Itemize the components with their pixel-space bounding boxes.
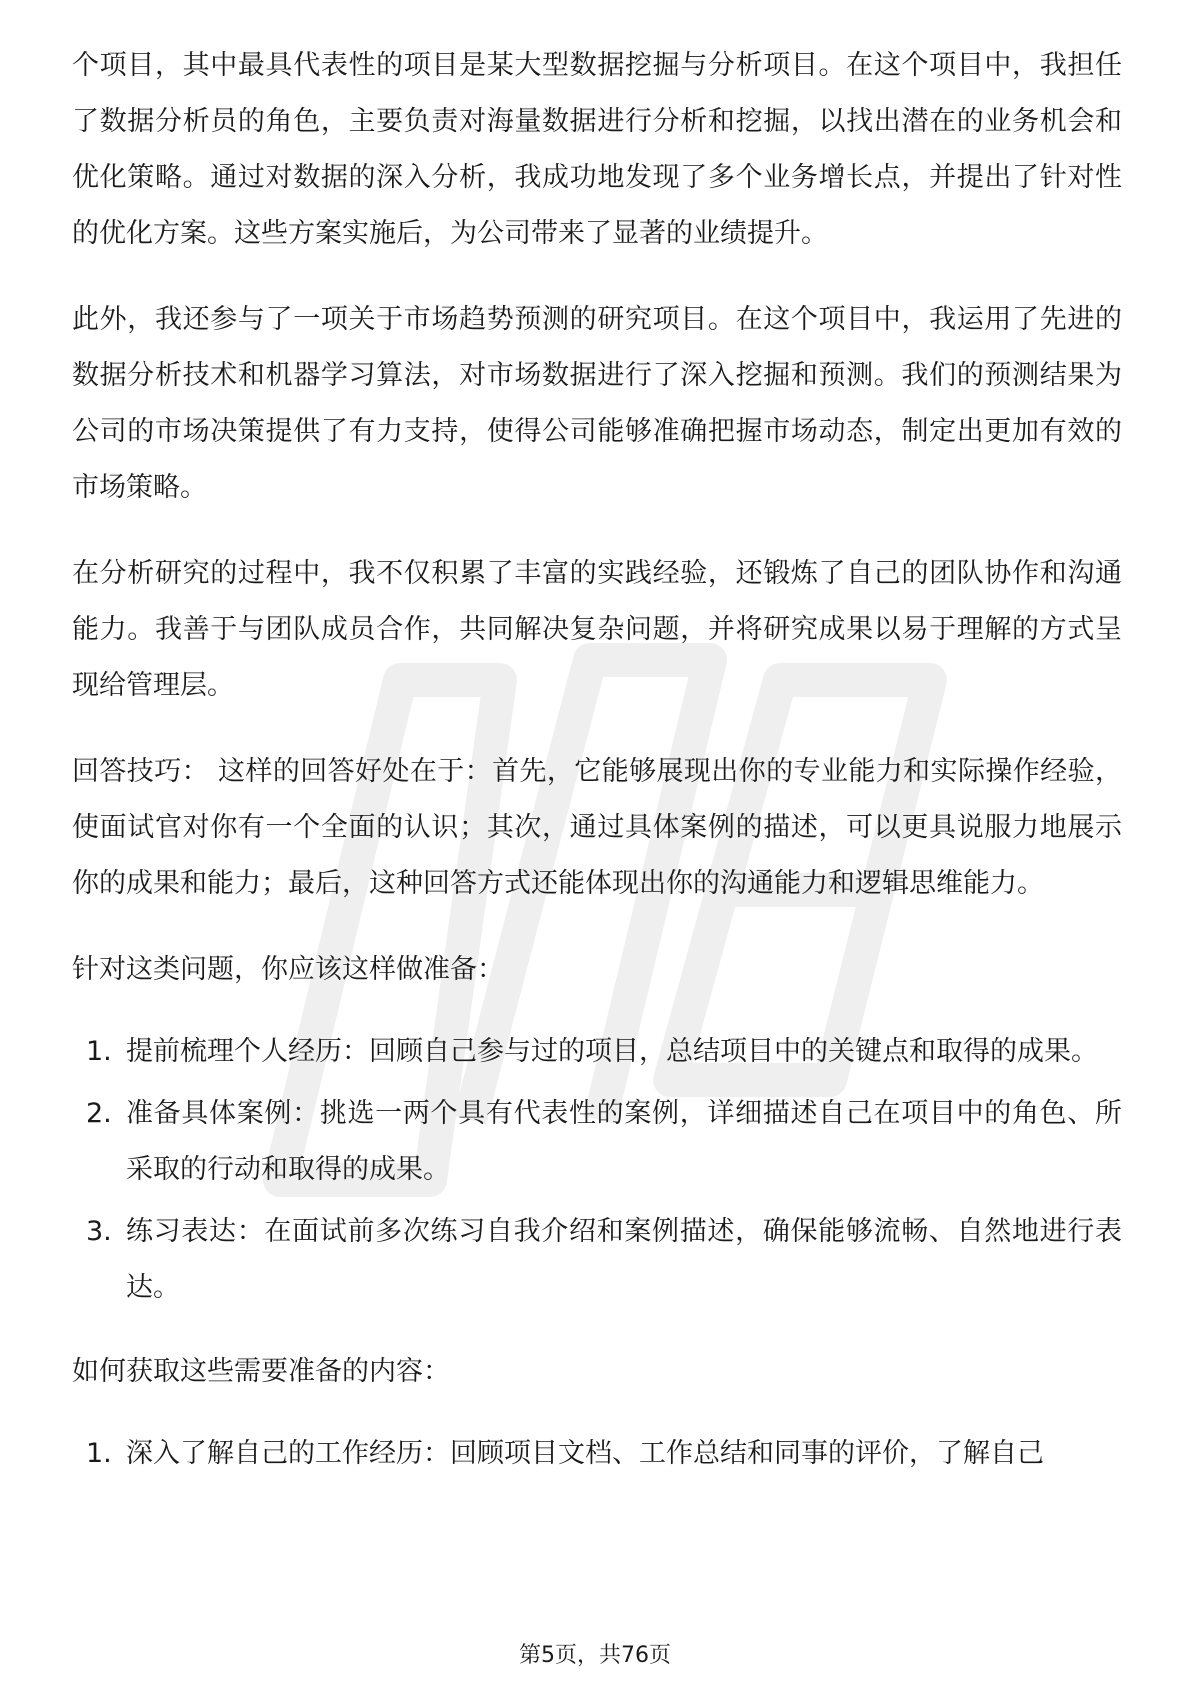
list-item bbox=[72, 1204, 1122, 1316]
page-footer: 第5页，共76页 bbox=[519, 1643, 671, 1668]
list-number: 2. bbox=[86, 1098, 112, 1129]
list-number: 1. bbox=[86, 1438, 112, 1469]
list-item-text: 提前梳理个人经历：回顾自己参与过的项目，总结项目中的关键点和取得的成果。 bbox=[126, 1036, 1098, 1067]
list-item bbox=[72, 1024, 1122, 1080]
list-item-text: 练习表达：在面试前多次练习自我介绍和案例描述，确保能够流畅、自然地进行表达。 bbox=[126, 1216, 1122, 1303]
paragraph-project-intro: 个项目，其中最具代表性的项目是某大型数据挖掘与分析项目。在这个项目中，我担任了数据分析员的角色，主要负责对海量数据进行分析和挖掘，以找出潜在的业务机会和优化策略。通过对数据的深入分析，我成功地发现了多个业务增长点，并提出了针对性的优化方案。这些方案实施后，为公司带来了显著的业绩提升。 bbox=[72, 50, 1122, 249]
get-heading: 如何获取这些需要准备的内容： bbox=[72, 1356, 450, 1387]
paragraph-teamwork: 在分析研究的过程中，我不仅积累了丰富的实践经验，还锻炼了自己的团队协作和沟通能力。我善于与团队成员合作，共同解决复杂问题，并将研究成果以易于理解的方式呈现给管理层。 bbox=[72, 558, 1122, 701]
paragraph-answer-tips: 回答技巧： 这样的回答好处在于：首先，它能够展现出你的专业能力和实际操作经验，使面试官对你有一个全面的认识；其次，通过具体案例的描述，可以更具说服力地展示你的成果和能力；最后，这种回答方式还能体现出你的沟通能力和逻辑思维能力。 bbox=[72, 756, 1122, 899]
paragraph-market-forecast: 此外，我还参与了一项关于市场趋势预测的研究项目。在这个项目中，我运用了先进的数据分析技术和机器学习算法，对市场数据进行了深入挖掘和预测。我们的预测结果为公司的市场决策提供了有力支持，使得公司能够准确把握市场动态，制定出更加有效的市场策略。 bbox=[72, 304, 1122, 503]
get-list bbox=[72, 1426, 1122, 1482]
prep-list bbox=[72, 1024, 1122, 1316]
list-number: 1. bbox=[86, 1036, 112, 1067]
list-item-text: 深入了解自己的工作经历：回顾项目文档、工作总结和同事的评价，了解自己 bbox=[126, 1438, 1044, 1469]
list-item bbox=[72, 1086, 1122, 1198]
document-page bbox=[72, 38, 1122, 1510]
list-number: 3. bbox=[86, 1216, 112, 1247]
list-item bbox=[72, 1426, 1122, 1482]
list-item-text: 准备具体案例：挑选一两个具有代表性的案例，详细描述自己在项目中的角色、所采取的行动和取得的成果。 bbox=[126, 1098, 1122, 1185]
prep-heading: 针对这类问题，你应该这样做准备： bbox=[72, 954, 504, 985]
